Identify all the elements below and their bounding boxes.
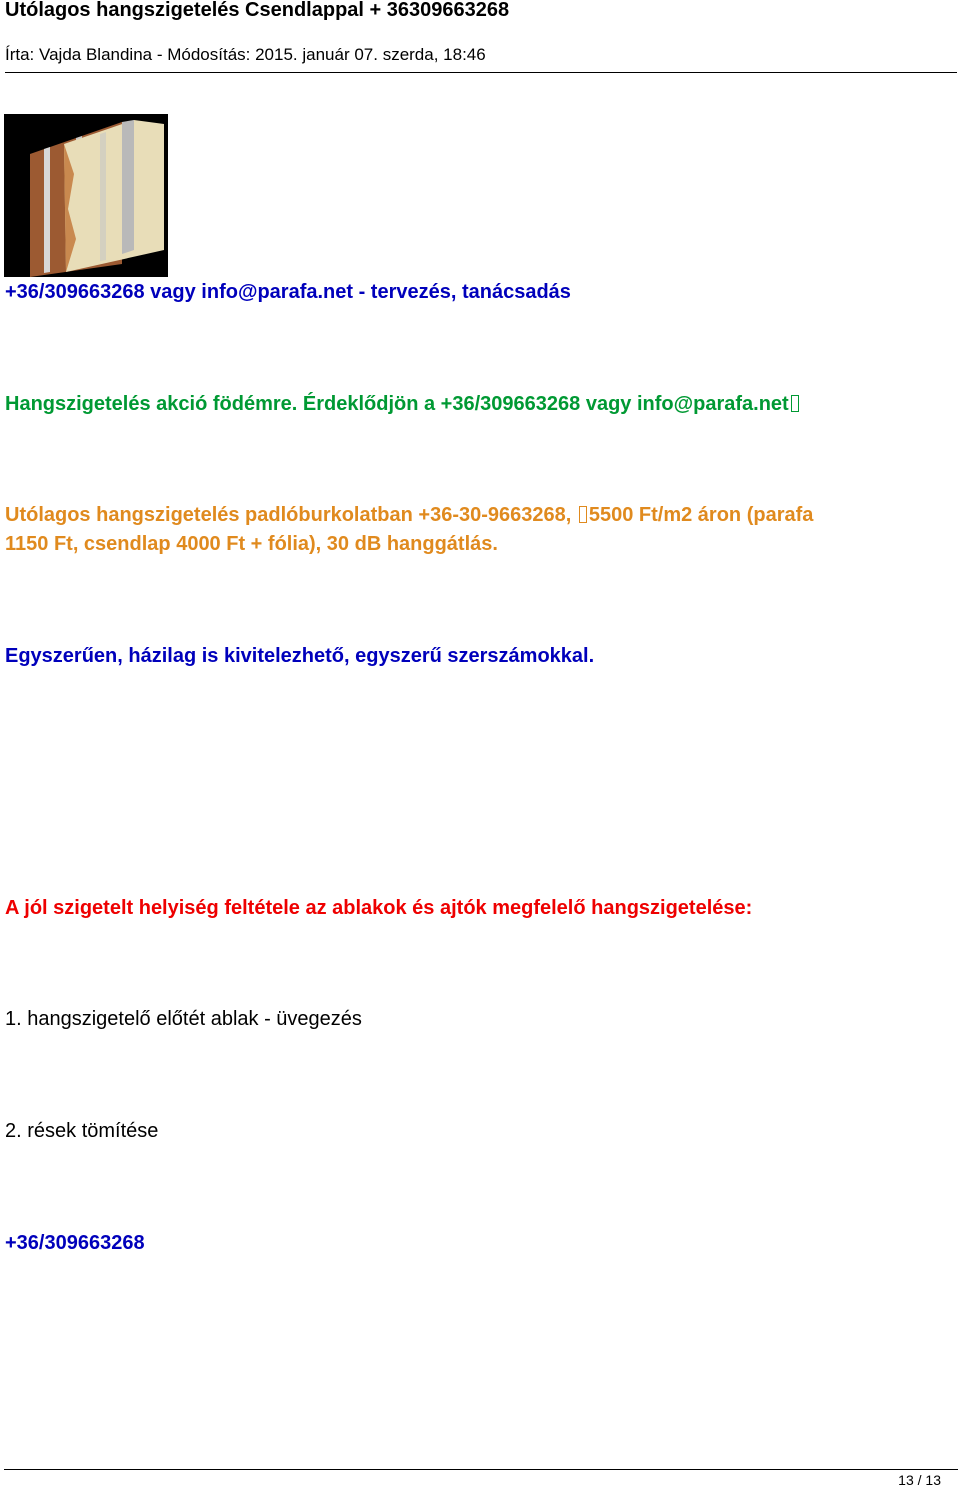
missing-glyph-icon xyxy=(579,506,587,523)
promo-text: Hangszigetelés akció födémre. Érdeklődjön a +36/309663268 vagy info@parafa.net xyxy=(5,393,789,415)
offer-line-2: 1150 Ft, csendlap 4000 Ft + fólia), 30 dB hanggátlás. xyxy=(5,533,498,555)
missing-glyph-icon xyxy=(791,395,799,412)
wall-panel-photo xyxy=(4,114,168,277)
document-title: Utólagos hangszigetelés Csendlappal + 36309663268 xyxy=(5,0,510,21)
contact-line: +36/309663268 vagy info@parafa.net - tervezés, tanácsadás xyxy=(5,281,571,303)
list-item-window: 1. hangszigetelő előtét ablak - üvegezés xyxy=(5,1008,362,1030)
list-item-gaps: 2. rések tömítése xyxy=(5,1120,159,1142)
footer-divider xyxy=(4,1469,958,1470)
offer-line-1 xyxy=(5,502,813,528)
promo-line xyxy=(5,391,801,417)
author-meta: Írta: Vajda Blandina - Módosítás: 2015. január 07. szerda, 18:46 xyxy=(5,45,486,64)
phone-number: +36/309663268 xyxy=(5,1232,145,1254)
header-divider xyxy=(5,72,957,73)
wall-panel-illustration xyxy=(4,114,168,277)
offer-text-price: 5500 Ft/m2 áron (parafa xyxy=(588,504,814,526)
offer-text-start: Utólagos hangszigetelés padlóburkolatban +36-30-9663268, xyxy=(5,504,577,526)
page-number: 13 / 13 xyxy=(898,1472,941,1488)
insulation-heading: A jól szigetelt helyiség feltétele az ablakok és ajtók megfelelő hangszigetelése: xyxy=(5,897,753,919)
diy-line: Egyszerűen, házilag is kivitelezhető, egyszerű szerszámokkal. xyxy=(5,645,595,667)
